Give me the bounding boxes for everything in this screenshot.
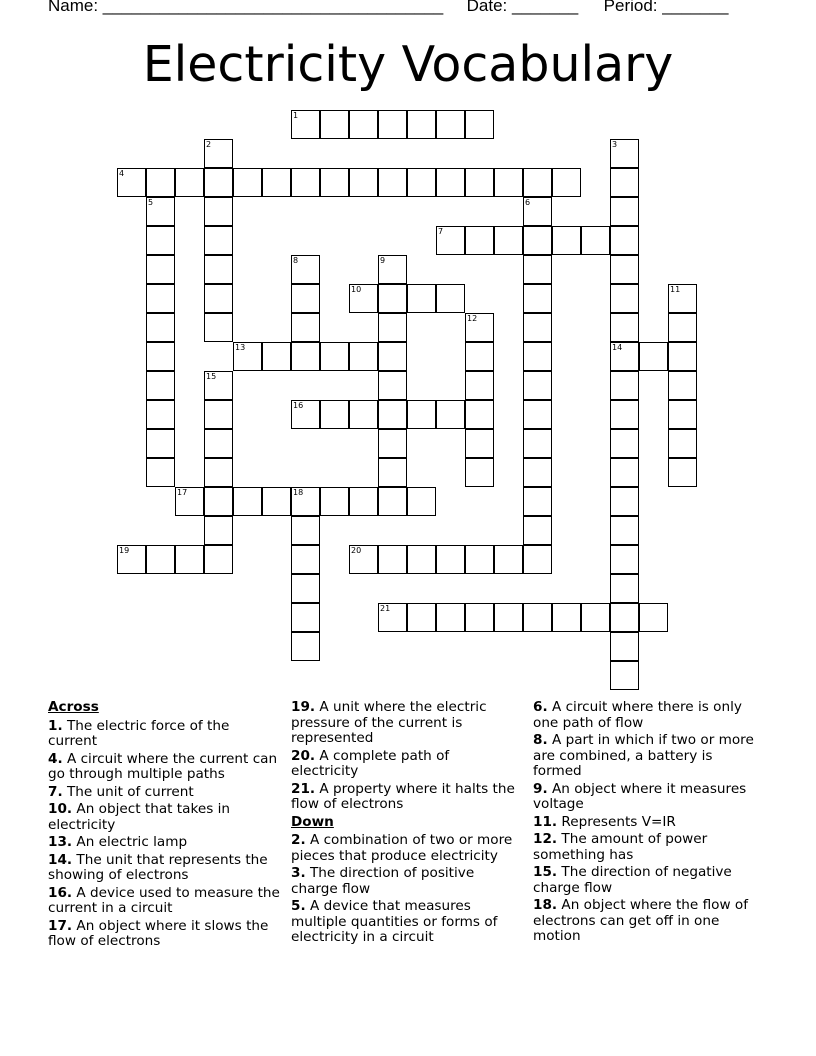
crossword-cell[interactable] [320, 342, 349, 371]
crossword-cell[interactable] [175, 545, 204, 574]
crossword-cell[interactable] [291, 632, 320, 661]
crossword-cell[interactable] [465, 168, 494, 197]
crossword-cell[interactable] [117, 545, 146, 574]
crossword-cell[interactable] [494, 603, 523, 632]
crossword-cell[interactable] [610, 487, 639, 516]
crossword-cell[interactable] [204, 458, 233, 487]
cell-number: 11 [670, 285, 681, 294]
clue-across-21: 21. A property where it halts the flow of electrons [291, 780, 515, 812]
crossword-cell[interactable] [349, 545, 378, 574]
crossword-cell[interactable] [552, 603, 581, 632]
crossword-cell[interactable] [668, 371, 697, 400]
crossword-cell[interactable] [378, 603, 407, 632]
cell-number: 8 [293, 256, 299, 265]
crossword-cell[interactable] [581, 603, 610, 632]
crossword-cell[interactable] [523, 284, 552, 313]
crossword-cell[interactable] [233, 487, 262, 516]
crossword-cell[interactable] [668, 400, 697, 429]
crossword-cell[interactable] [610, 458, 639, 487]
crossword-cell[interactable] [117, 168, 146, 197]
cell-number: 3 [612, 140, 618, 149]
crossword-cell[interactable] [349, 110, 378, 139]
clue-down-6: 6. A circuit where there is only one path of flow [533, 699, 742, 731]
crossword-cell[interactable] [204, 487, 233, 516]
crossword-cell[interactable] [436, 110, 465, 139]
crossword-cell[interactable] [291, 400, 320, 429]
clue-across-19: 19. A unit where the electric pressure of the current is represented [291, 699, 487, 746]
clue-across-17: 17. An object where it slows the flow of electrons [48, 917, 269, 949]
cell-number: 2 [206, 140, 212, 149]
crossword-cell[interactable] [349, 400, 378, 429]
crossword-cell[interactable] [146, 168, 175, 197]
crossword-cell[interactable] [465, 342, 494, 371]
crossword-cell[interactable] [291, 603, 320, 632]
cell-number: 15 [206, 372, 217, 381]
clue-across-16: 16. A device used to measure the current in a circuit [48, 884, 280, 916]
clue-down-9: 9. An object where it measures voltage [533, 780, 747, 812]
clue-down-8: 8. A part in which if two or more are combined, a battery is formed [533, 732, 754, 779]
clue-across-1: 1. The electric force of the current [48, 717, 230, 749]
crossword-cell[interactable] [291, 284, 320, 313]
crossword-cell[interactable] [552, 168, 581, 197]
crossword-cell[interactable] [262, 168, 291, 197]
crossword-cell[interactable] [262, 487, 291, 516]
crossword-cell[interactable] [610, 139, 639, 168]
crossword-cell[interactable] [204, 313, 233, 342]
crossword-cell[interactable] [291, 574, 320, 603]
crossword-cell[interactable] [349, 284, 378, 313]
period-field[interactable]: Period: _______ [603, 0, 729, 15]
crossword-cell[interactable] [291, 487, 320, 516]
cell-number: 12 [467, 314, 478, 323]
crossword-cell[interactable] [291, 110, 320, 139]
crossword-cell[interactable] [378, 371, 407, 400]
crossword-cell[interactable] [378, 110, 407, 139]
clue-down-5: 5. A device that measures multiple quantities or forms of electricity in a circuit [291, 898, 498, 945]
crossword-cell[interactable] [407, 284, 436, 313]
crossword-cell[interactable] [146, 197, 175, 226]
clue-across-14: 14. The unit that represents the showing of electrons [48, 851, 268, 883]
crossword-cell[interactable] [523, 342, 552, 371]
crossword-cell[interactable] [204, 139, 233, 168]
crossword-cell[interactable] [523, 487, 552, 516]
crossword-cell[interactable] [610, 342, 639, 371]
crossword-cell[interactable] [146, 284, 175, 313]
crossword-cell[interactable] [436, 284, 465, 313]
clue-across-7: 7. The unit of current [48, 783, 194, 800]
crossword-cell[interactable] [146, 342, 175, 371]
crossword-cell[interactable] [349, 342, 378, 371]
crossword-cell[interactable] [204, 371, 233, 400]
crossword-cell[interactable] [610, 255, 639, 284]
clue-down-11: 11. Represents V=IR [533, 813, 676, 830]
crossword-cell[interactable] [465, 226, 494, 255]
crossword-cell[interactable] [523, 313, 552, 342]
crossword-cell[interactable] [668, 284, 697, 313]
crossword-cell[interactable] [668, 313, 697, 342]
crossword-cell[interactable] [320, 110, 349, 139]
crossword-cell[interactable] [175, 168, 204, 197]
crossword-cell[interactable] [523, 400, 552, 429]
crossword-cell[interactable] [146, 371, 175, 400]
crossword-cell[interactable] [436, 545, 465, 574]
crossword-cell[interactable] [465, 313, 494, 342]
crossword-cell[interactable] [378, 168, 407, 197]
crossword-cell[interactable] [320, 487, 349, 516]
crossword-cell[interactable] [378, 487, 407, 516]
crossword-cell[interactable] [204, 197, 233, 226]
clue-across-4: 4. A circuit where the current can go through multiple paths [48, 750, 278, 782]
crossword-cell[interactable] [465, 371, 494, 400]
cell-number: 17 [177, 488, 188, 497]
crossword-cell[interactable] [204, 284, 233, 313]
down-heading: Down [291, 813, 334, 830]
crossword-cell[interactable] [465, 603, 494, 632]
crossword-cell[interactable] [291, 545, 320, 574]
crossword-cell[interactable] [523, 255, 552, 284]
crossword-cell[interactable] [523, 371, 552, 400]
crossword-cell[interactable] [610, 545, 639, 574]
crossword-cell[interactable] [407, 603, 436, 632]
crossword-cell[interactable] [146, 545, 175, 574]
crossword-cell[interactable] [233, 168, 262, 197]
crossword-cell[interactable] [175, 487, 204, 516]
clues-column-3 [533, 700, 765, 947]
crossword-cell[interactable] [610, 168, 639, 197]
crossword-cell[interactable] [378, 284, 407, 313]
crossword-cell[interactable] [465, 429, 494, 458]
crossword-cell[interactable] [552, 226, 581, 255]
cell-number: 4 [119, 169, 125, 178]
crossword-cell[interactable] [465, 400, 494, 429]
crossword-cell[interactable] [523, 168, 552, 197]
cell-number: 9 [380, 256, 386, 265]
crossword-cell[interactable] [291, 255, 320, 284]
crossword-cell[interactable] [581, 226, 610, 255]
crossword-cell[interactable] [204, 429, 233, 458]
crossword-cell[interactable] [320, 400, 349, 429]
crossword-cell[interactable] [436, 400, 465, 429]
crossword-cell[interactable] [378, 342, 407, 371]
crossword-cell[interactable] [494, 545, 523, 574]
crossword-cell[interactable] [610, 197, 639, 226]
crossword-cell[interactable] [146, 226, 175, 255]
clues-column-2 [291, 700, 519, 948]
crossword-cell[interactable] [291, 342, 320, 371]
crossword-cell[interactable] [349, 487, 378, 516]
cell-number: 7 [438, 227, 444, 236]
crossword-cell[interactable] [436, 603, 465, 632]
clue-down-12: 12. The amount of power something has [533, 831, 708, 863]
cell-number: 21 [380, 604, 391, 613]
crossword-cell[interactable] [204, 168, 233, 197]
cell-number: 10 [351, 285, 362, 294]
crossword-cell[interactable] [639, 342, 668, 371]
page-title: Electricity Vocabulary [142, 36, 674, 93]
crossword-cell[interactable] [378, 458, 407, 487]
crossword-cell[interactable] [494, 168, 523, 197]
clues-column-1 [48, 700, 280, 952]
crossword-cell[interactable] [233, 342, 262, 371]
crossword-cell[interactable] [610, 371, 639, 400]
clue-across-20: 20. A complete path of electricity [291, 747, 450, 779]
crossword-cell[interactable] [146, 255, 175, 284]
crossword-cell[interactable] [668, 429, 697, 458]
crossword-cell[interactable] [349, 168, 378, 197]
crossword-cell[interactable] [465, 545, 494, 574]
crossword-cell[interactable] [262, 342, 291, 371]
crossword-cell[interactable] [610, 429, 639, 458]
crossword-cell[interactable] [610, 661, 639, 690]
crossword-cell[interactable] [610, 284, 639, 313]
crossword-cell[interactable] [146, 313, 175, 342]
crossword-cell[interactable] [378, 429, 407, 458]
crossword-cell[interactable] [639, 603, 668, 632]
crossword-cell[interactable] [523, 516, 552, 545]
crossword-cell[interactable] [204, 400, 233, 429]
crossword-cell[interactable] [668, 342, 697, 371]
date-field[interactable]: Date: _______ [466, 0, 579, 15]
crossword-cell[interactable] [291, 168, 320, 197]
crossword-cell[interactable] [320, 168, 349, 197]
crossword-cell[interactable] [523, 545, 552, 574]
crossword-cell[interactable] [610, 574, 639, 603]
crossword-cell[interactable] [436, 226, 465, 255]
clue-down-18: 18. An object where the flow of electrons can get off in one motion [533, 897, 748, 944]
clue-down-2: 2. A combination of two or more pieces that produce electricity [291, 832, 513, 864]
crossword-cell[interactable] [146, 458, 175, 487]
crossword-cell[interactable] [291, 313, 320, 342]
cell-number: 13 [235, 343, 246, 352]
crossword-cell[interactable] [465, 110, 494, 139]
crossword-cell[interactable] [610, 313, 639, 342]
crossword-cell[interactable] [291, 516, 320, 545]
clue-across-10: 10. An object that takes in electricity [48, 801, 231, 833]
cell-number: 19 [119, 546, 130, 555]
crossword-cell[interactable] [610, 603, 639, 632]
cell-number: 16 [293, 401, 304, 410]
crossword-cell[interactable] [204, 545, 233, 574]
crossword-cell[interactable] [465, 458, 494, 487]
name-field[interactable]: Name: ____________________________________ [48, 0, 444, 15]
crossword-cell[interactable] [407, 110, 436, 139]
crossword-cell[interactable] [378, 255, 407, 284]
cell-number: 6 [525, 198, 531, 207]
cell-number: 18 [293, 488, 304, 497]
crossword-cell[interactable] [204, 516, 233, 545]
cell-number: 20 [351, 546, 362, 555]
crossword-cell[interactable] [378, 313, 407, 342]
crossword-cell[interactable] [407, 168, 436, 197]
crossword-cell[interactable] [523, 458, 552, 487]
crossword-cell[interactable] [407, 545, 436, 574]
crossword-cell[interactable] [523, 197, 552, 226]
clue-down-3: 3. The direction of positive charge flow [291, 865, 475, 897]
crossword-cell[interactable] [378, 400, 407, 429]
cell-number: 1 [293, 111, 299, 120]
crossword-cell[interactable] [610, 400, 639, 429]
crossword-cell[interactable] [610, 226, 639, 255]
crossword-cell[interactable] [407, 400, 436, 429]
crossword-cell[interactable] [407, 487, 436, 516]
clue-across-13: 13. An electric lamp [48, 834, 188, 850]
crossword-cell[interactable] [610, 516, 639, 545]
crossword-cell[interactable] [146, 400, 175, 429]
cell-number: 14 [612, 343, 623, 352]
crossword-cell[interactable] [204, 255, 233, 284]
crossword-cell[interactable] [436, 168, 465, 197]
clue-down-15: 15. The direction of negative charge flow [533, 864, 732, 896]
crossword-cell[interactable] [146, 429, 175, 458]
cell-number: 5 [148, 198, 154, 207]
crossword-cell[interactable] [378, 545, 407, 574]
crossword-cell[interactable] [668, 458, 697, 487]
across-heading: Across [48, 699, 99, 715]
crossword-cell[interactable] [523, 429, 552, 458]
crossword-cell[interactable] [204, 226, 233, 255]
crossword-cell[interactable] [494, 226, 523, 255]
crossword-cell[interactable] [523, 603, 552, 632]
crossword-cell[interactable] [523, 226, 552, 255]
crossword-cell[interactable] [610, 632, 639, 661]
